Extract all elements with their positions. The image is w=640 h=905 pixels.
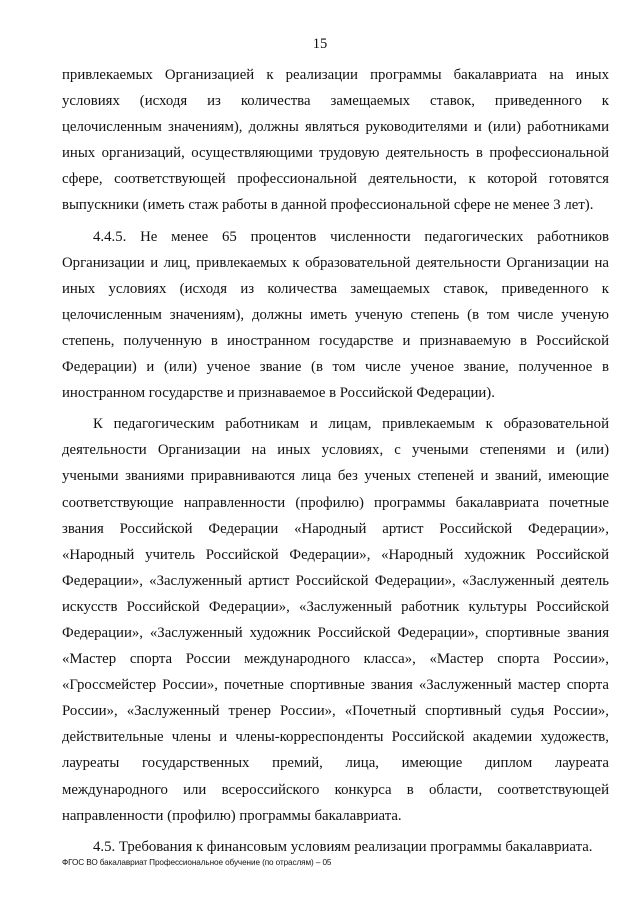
text-line: Федерации», «Заслуженный артист Российской Федерации», «Заслуженный деятель (62, 572, 609, 589)
text-line: направленности (профилю) программы бакалавриата. (62, 807, 402, 824)
text-line: 4.4.5. Не менее 65 процентов численности педагогических работников (93, 228, 609, 245)
text-line: «Гроссмейстер России», почетные спортивные звания «Заслуженный мастер спорта (62, 677, 609, 694)
text-line: Федерации», «Заслуженный художник Российской Федерации», спортивные звания (62, 624, 609, 641)
text-line: Федерации) и (или) ученое звание (в том числе ученое звание, полученное в (62, 359, 609, 376)
text-line: выпускники (иметь стаж работы в данной профессиональной сфере не менее 3 лет). (62, 197, 594, 214)
text-line: иных организаций, осуществляющими трудовую деятельность в профессиональной (62, 145, 609, 162)
text-line: иных условиях (исходя из количества замещаемых ставок, приведенного к (62, 280, 609, 297)
text-line: степень, полученную в иностранном государстве и признаваемую в Российской (62, 332, 609, 349)
text-line: К педагогическим работникам и лицам, привлекаемым к образовательной (93, 416, 609, 433)
text-line: деятельности Организации на иных условиях, с учеными степенями и (или) (62, 442, 609, 459)
text-line: сфере, соответствующей профессиональной деятельности, к которой готовятся (62, 171, 609, 188)
section-heading: 4.5. Требования к финансовым условиям реализации программы бакалавриата. (93, 838, 593, 855)
text-line: соответствующие направленности (профилю) программы бакалавриата почетные (62, 494, 609, 511)
text-line: целочисленным значениям), должны иметь ученую степень (в том числе ученую (62, 306, 609, 323)
text-line: «Народный учитель Российской Федерации», «Народный художник Российской (62, 546, 609, 563)
text-line: России», «Заслуженный тренер России», «Почетный спортивный судья России», (62, 703, 609, 720)
text-line: иностранном государстве и признаваемое в Российской Федерации). (62, 385, 495, 402)
text-line: международного или всероссийского конкурса в области, соответствующей (62, 781, 609, 798)
text-line: «Мастер спорта России международного класса», «Мастер спорта России», (62, 651, 609, 668)
page-number: 15 (312, 36, 328, 52)
text-line: лауреаты государственных премий, лица, имеющие диплом лауреата (62, 755, 609, 772)
text-line: действительные члены и члены-корреспонденты Российской академии художеств, (62, 729, 609, 746)
text-line: искусств Российской Федерации», «Заслуженный работник культуры Российской (62, 598, 609, 615)
text-line: привлекаемых Организацией к реализации программы бакалавриата на иных (62, 67, 609, 83)
text-line: целочисленным значениям), должны являться руководителями и (или) работниками (62, 119, 609, 136)
text-line: условиях (исходя из количества замещаемых ставок, приведенного к (62, 93, 609, 110)
footer-note: ФГОС ВО бакалавриат Профессиональное обучение (по отраслям) – 05 (62, 858, 332, 867)
body-text (62, 62, 609, 860)
text-line: звания Российской Федерации «Народный артист Российской Федерации», (62, 520, 609, 537)
text-line: Организации и лиц, привлекаемых к образовательной деятельности Организации на (62, 254, 609, 271)
text-line: учеными званиями приравниваются лица без ученых степеней и званий, имеющие (62, 468, 609, 485)
